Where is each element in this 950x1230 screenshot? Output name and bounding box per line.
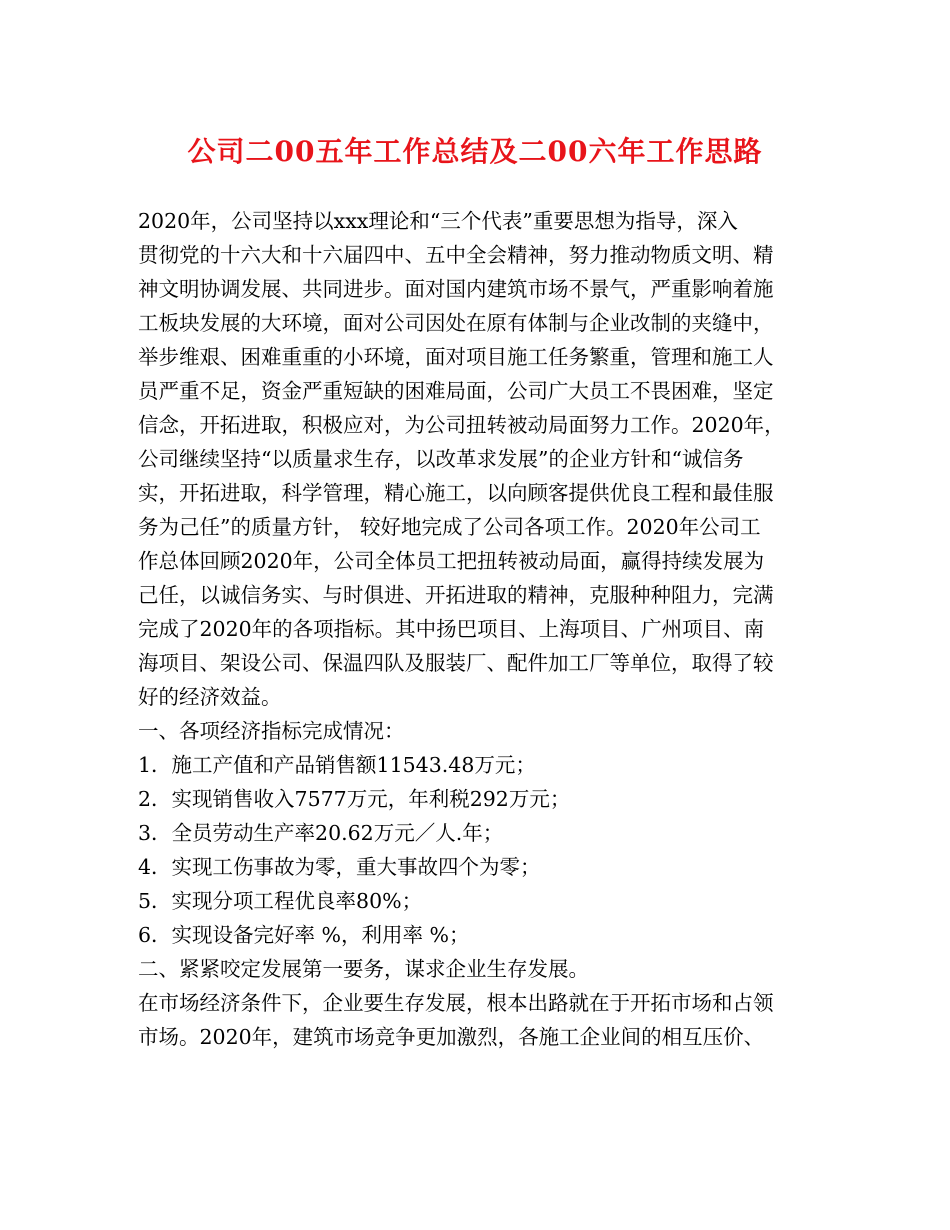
text-line: 海项目、架设公司、保温四队及服装厂、配件加工厂等单位，取得了较 <box>138 651 774 675</box>
text-line: 举步维艰、困难重重的小环境，面对项目施工任务繁重，管理和施工人 <box>138 345 774 369</box>
text-line: 市场。2020年，建筑市场竞争更加激烈，各施工企业间的相互压价、 <box>138 1025 765 1049</box>
text-line: 神文明协调发展、共同进步。面对国内建筑市场不景气，严重影响着施 <box>138 277 774 301</box>
text-line: 1．施工产值和产品销售额11543.48万元； <box>138 753 536 777</box>
text-line: 2．实现销售收入7577万元，年利税292万元； <box>138 787 571 811</box>
text-line: 作总体回顾2020年，公司全体员工把扭转被动局面，赢得持续发展为 <box>138 549 765 573</box>
text-line: 好的经济效益。 <box>138 685 282 709</box>
text-line: 3．全员劳动生产率20.62万元／人.年； <box>138 821 504 845</box>
text-line: 一、各项经济指标完成情况： <box>138 719 405 743</box>
text-line: 二、紧紧咬定发展第一要务，谋求企业生存发展。 <box>138 957 589 981</box>
text-line: 务为己任”的质量方针， 较好地完成了公司各项工作。2020年公司工 <box>138 515 761 539</box>
text-line: 己任，以诚信务实、与时俱进、开拓进取的精神，克服种种阻力，完满 <box>138 583 774 607</box>
text-line: 员严重不足，资金严重短缺的困难局面，公司广大员工不畏困难，坚定 <box>138 379 774 403</box>
text-line: 贯彻党的十六大和十六届四中、五中全会精神，努力推动物质文明、精 <box>138 243 774 267</box>
text-line: 6．实现设备完好率 %，利用率 %； <box>138 923 470 947</box>
text-line: 完成了2020年的各项指标。其中扬巴项目、上海项目、广州项目、南 <box>138 617 765 641</box>
text-line: 公司继续坚持“以质量求生存，以改革求发展”的企业方针和“诚信务 <box>138 447 744 471</box>
text-line: 4．实现工伤事故为零，重大事故四个为零； <box>138 855 541 879</box>
text-line: 工板块发展的大环境，面对公司因处在原有体制与企业改制的夹缝中， <box>138 311 774 335</box>
document-body <box>138 204 828 1054</box>
text-line: 2020年，公司坚持以xxx理论和“三个代表”重要思想为指导，深入 <box>138 209 738 233</box>
text-line: 5．实现分项工程优良率80%； <box>138 889 423 913</box>
document-title: 公司二00五年工作总结及二00六年工作思路 <box>187 135 763 168</box>
text-line: 在市场经济条件下，企业要生存发展，根本出路就在于开拓市场和占领 <box>138 991 774 1015</box>
text-line: 实，开拓进取，科学管理，精心施工，以向顾客提供优良工程和最佳服 <box>138 481 774 505</box>
text-line: 信念，开拓进取，积极应对，为公司扭转被动局面努力工作。2020年， <box>138 413 785 437</box>
